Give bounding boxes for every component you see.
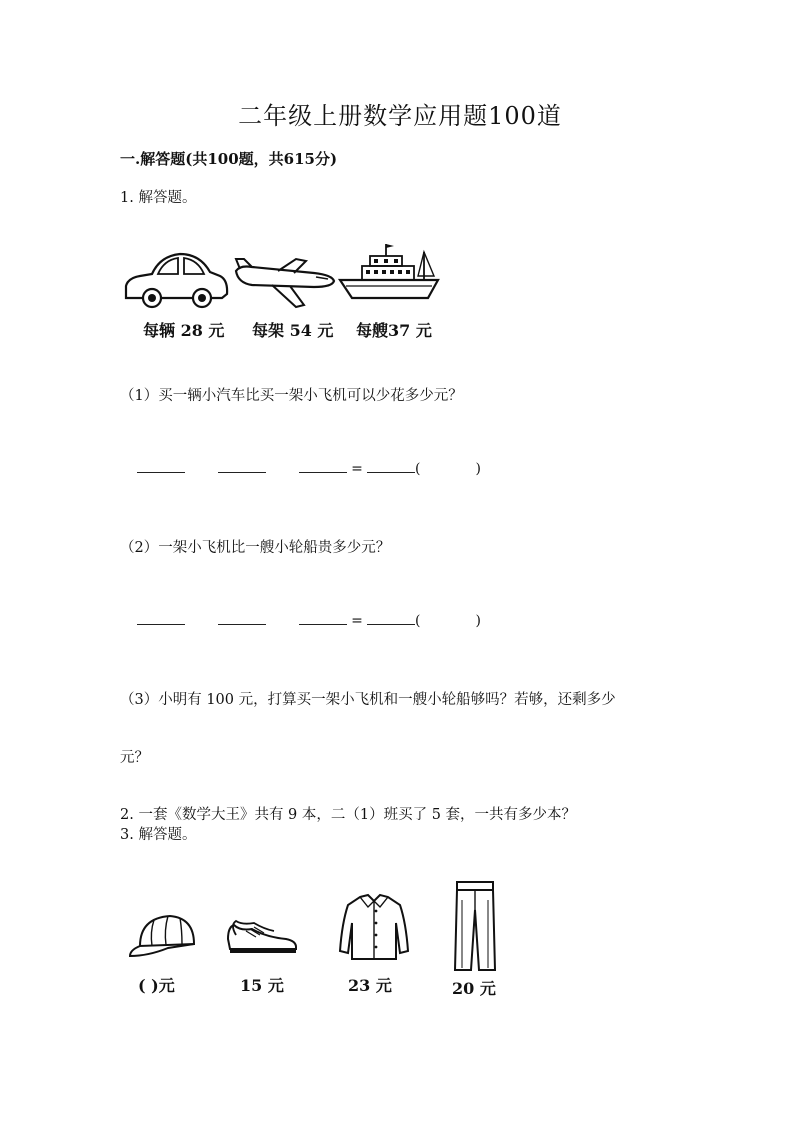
unit-paren-close: )	[475, 613, 481, 629]
answer-blank[interactable]	[137, 460, 185, 473]
answer-blank[interactable]	[299, 460, 347, 473]
shirt-price: 23 元	[348, 976, 392, 995]
equals-sign: =	[351, 461, 363, 477]
airplane-icon	[232, 255, 337, 310]
answer-blank[interactable]	[218, 460, 266, 473]
question-1-part-2: （2）一架小飞机比一艘小轮船贵多少元？	[120, 540, 391, 556]
unit-paren-open: (	[415, 461, 421, 477]
shoes-price: 15 元	[240, 976, 284, 995]
unit-paren-open: (	[415, 613, 421, 629]
ship-icon	[338, 240, 443, 302]
question-1-part-3-line-2: 元？	[120, 750, 149, 766]
answer-blank[interactable]	[367, 612, 415, 625]
question-1-heading: 1. 解答题。	[120, 190, 197, 206]
ship-price: 每艘37 元	[356, 321, 432, 340]
question-1-part-3-line-1: （3）小明有 100 元，打算买一架小飞机和一艘小轮船够吗？若够，还剩多少	[120, 692, 616, 708]
answer-blank[interactable]	[299, 612, 347, 625]
section-heading: 一.解答题(共100题，共615分)	[120, 150, 338, 168]
shirt-icon	[338, 893, 410, 961]
car-icon	[122, 250, 230, 310]
answer-line-2	[137, 612, 481, 629]
page-title: 二年级上册数学应用题100道	[238, 102, 562, 130]
cap-price: ( )元	[138, 976, 175, 995]
cap-icon	[128, 912, 198, 960]
question-1-part-1: （1）买一辆小汽车比买一架小飞机可以少花多少元？	[120, 388, 463, 404]
pants-icon	[453, 880, 497, 972]
answer-blank[interactable]	[137, 612, 185, 625]
answer-line-1	[137, 460, 481, 477]
equals-sign: =	[351, 613, 363, 629]
shoes-icon	[226, 917, 300, 957]
answer-blank[interactable]	[367, 460, 415, 473]
airplane-price: 每架 54 元	[252, 321, 334, 340]
car-price: 每辆 28 元	[143, 321, 225, 340]
question-3-heading: 3. 解答题。	[120, 827, 197, 843]
unit-paren-close: )	[475, 461, 481, 477]
pants-price: 20 元	[452, 979, 496, 998]
answer-blank[interactable]	[218, 612, 266, 625]
question-2: 2. 一套《数学大王》共有 9 本，二（1）班买了 5 套，一共有多少本？	[120, 807, 577, 823]
